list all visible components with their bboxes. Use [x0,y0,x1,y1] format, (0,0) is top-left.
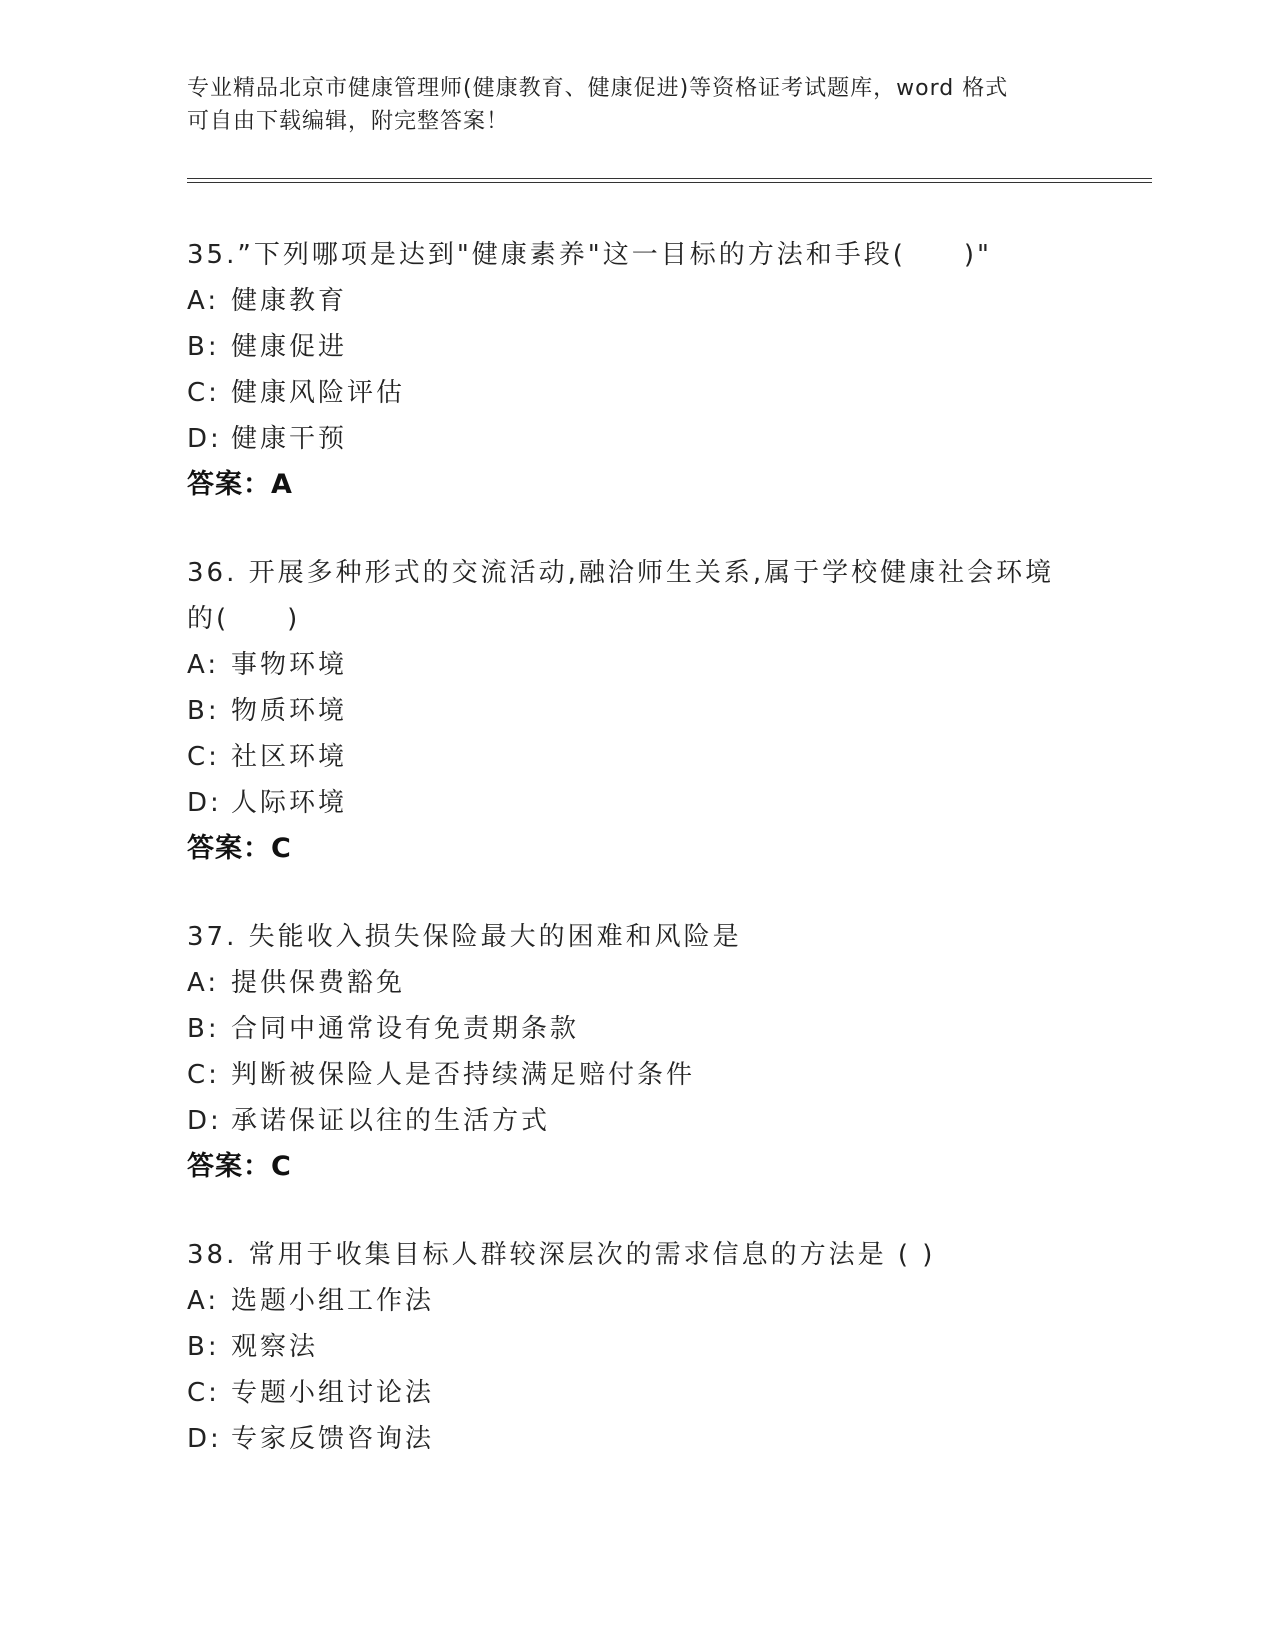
question-title-line: 36. 开展多种形式的交流活动,融洽师生关系,属于学校健康社会环境 [187,558,1055,588]
option-c [187,734,1087,780]
option-b [187,324,1087,370]
option-key: B: [187,696,220,726]
question-title-line: 35.”下列哪项是达到"健康素养"这一目标的方法和手段( )" [187,240,992,270]
option-c [187,1370,1087,1416]
option-key: B: [187,1332,220,1362]
option-text: 健康风险评估 [231,378,406,408]
option-text: 健康教育 [231,286,348,316]
question-37 [187,914,1087,1190]
option-text: 专题小组讨论法 [231,1378,435,1408]
option-d [187,416,1087,462]
option-b [187,1324,1087,1370]
question-title [187,232,1087,278]
question-title [187,550,1087,642]
option-d [187,780,1087,826]
option-key: A: [187,650,220,680]
option-text: 物质环境 [231,696,348,726]
option-key: C: [187,378,220,408]
option-c [187,370,1087,416]
option-a [187,278,1087,324]
document-header [187,72,1067,138]
option-text: 事物环境 [231,650,348,680]
option-text: 人际环境 [231,788,348,818]
option-text: 判断被保险人是否持续满足赔付条件 [231,1060,696,1090]
option-key: D: [187,1106,222,1136]
option-key: B: [187,1014,220,1044]
option-text: 承诺保证以往的生活方式 [231,1106,551,1136]
option-text: 提供保费豁免 [231,968,406,998]
question-title-line: 38. 常用于收集目标人群较深层次的需求信息的方法是 ( ) [187,1240,936,1270]
answer-line: 答案：C [187,833,292,864]
option-b [187,1006,1087,1052]
option-text: 合同中通常设有免责期条款 [231,1014,580,1044]
option-text: 选题小组工作法 [231,1286,435,1316]
option-c [187,1052,1087,1098]
header-line-1: 专业精品北京市健康管理师(健康教育、健康促进)等资格证考试题库，word 格式 [187,76,1009,101]
question-38 [187,1232,1087,1462]
option-key: D: [187,424,222,454]
option-d [187,1098,1087,1144]
option-text: 健康促进 [231,332,348,362]
question-title-line: 的( ) [187,604,301,634]
option-key: C: [187,1378,220,1408]
question-list [187,232,1087,1504]
question-title-line: 37. 失能收入损失保险最大的困难和风险是 [187,922,742,952]
header-line-2: 可自由下载编辑，附完整答案！ [187,109,510,134]
option-key: A: [187,1286,220,1316]
answer-line: 答案：C [187,1151,292,1182]
option-key: B: [187,332,220,362]
question-35 [187,232,1087,508]
option-a [187,642,1087,688]
option-text: 观察法 [231,1332,319,1362]
option-key: C: [187,1060,220,1090]
question-title [187,914,1087,960]
option-key: A: [187,968,220,998]
option-a [187,960,1087,1006]
question-title [187,1232,1087,1278]
answer-line: 答案：A [187,469,293,500]
option-key: A: [187,286,220,316]
option-text: 专家反馈咨询法 [231,1424,435,1454]
option-b [187,688,1087,734]
option-a [187,1278,1087,1324]
header-divider [187,178,1152,183]
option-key: C: [187,742,220,772]
option-text: 社区环境 [231,742,348,772]
option-text: 健康干预 [231,424,348,454]
option-d [187,1416,1087,1462]
option-key: D: [187,788,222,818]
question-36 [187,550,1087,872]
option-key: D: [187,1424,222,1454]
